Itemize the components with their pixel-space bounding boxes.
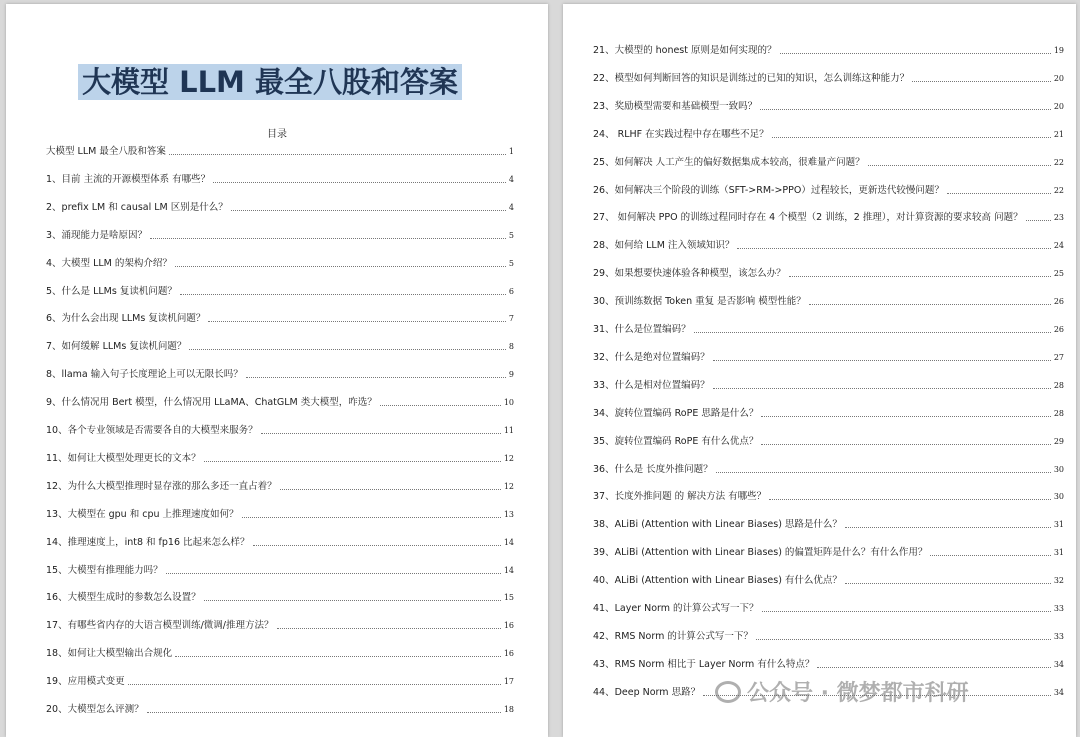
toc-dot-leader <box>380 405 501 406</box>
document-page-left <box>6 4 548 737</box>
toc-entry[interactable] <box>46 312 514 325</box>
toc-entry-title: 22、模型如何判断回答的知识是训练过的已知的知识，怎么训练这种能力？ <box>593 72 910 84</box>
toc-entry-title: 41、Layer Norm 的计算公式写一下？ <box>593 603 759 614</box>
toc-entry[interactable] <box>593 574 1064 587</box>
toc-entry-title: 33、什么是相对位置编码？ <box>593 379 710 391</box>
toc-dot-leader <box>242 517 501 518</box>
toc-entry-page-number: 1 <box>508 147 514 156</box>
toc-entry[interactable] <box>593 184 1064 197</box>
toc-entry-title: 18、如何让大模型输出合规化 <box>46 648 173 660</box>
toc-entry-title: 40、ALiBi (Attention with Linear Biases) 有什么优点？ <box>593 575 842 587</box>
toc-entry[interactable] <box>46 480 514 493</box>
toc-entry-title: 32、什么是绝对位置编码？ <box>593 351 710 363</box>
toc-entry-title: 25、如何解决 人工产生的偏好数据集成本较高，很难量产问题？ <box>593 156 865 168</box>
toc-dot-leader <box>261 433 501 434</box>
toc-entry[interactable] <box>46 145 514 158</box>
toc-entry-page-number: 31 <box>1053 548 1064 558</box>
toc-dot-leader <box>180 294 506 295</box>
toc-dot-leader <box>947 193 1051 194</box>
toc-entry-title: 34、旋转位置编码 RoPE 思路是什么？ <box>593 407 759 419</box>
toc-entry-page-number: 34 <box>1053 687 1064 697</box>
toc-entry-page-number: 12 <box>503 453 514 463</box>
toc-entry[interactable] <box>593 323 1064 336</box>
toc-dot-leader <box>213 182 506 183</box>
toc-entry-page-number: 20 <box>1053 73 1064 83</box>
toc-entry-title: 9、什么情况用 Bert 模型，什么情况用 LLaMA、ChatGLM 类大模型，咋选？ <box>46 397 377 409</box>
toc-entry-title: 30、预训练数据 Token 重复 是否影响 模型性能？ <box>593 296 806 308</box>
toc-entry-page-number: 25 <box>1053 269 1064 279</box>
toc-entry-page-number: 20 <box>1053 101 1064 111</box>
toc-entry-page-number: 7 <box>508 314 514 324</box>
toc-entry[interactable] <box>46 564 514 577</box>
toc-entry-page-number: 5 <box>508 230 514 240</box>
toc-entry-page-number: 12 <box>503 481 514 491</box>
toc-dot-leader <box>150 238 506 239</box>
toc-dot-leader <box>845 583 1051 584</box>
toc-entry-title: 8、llama 输入句子长度理论上可以无限长吗？ <box>46 369 243 381</box>
toc-entry-title: 12、为什么大模型推理时显存涨的那么多还一直占着？ <box>46 480 277 492</box>
toc-entry-title: 29、如果想要快速体验各种模型，该怎么办？ <box>593 268 786 280</box>
toc-entry-title: 17、有哪些省内存的大语言模型训练/微调/推理方法？ <box>46 620 274 632</box>
toc-entry-page-number: 24 <box>1053 241 1064 251</box>
watermark-text: 公众号 · 微梦都市科研 <box>747 681 969 706</box>
toc-entry-title: 24、 RLHF 在实践过程中存在哪些不足？ <box>593 128 769 140</box>
toc-entry-page-number: 16 <box>503 649 514 659</box>
toc-entry-title: 28、如何给 LLM 注入领域知识？ <box>593 240 735 252</box>
toc-entry[interactable] <box>593 658 1064 671</box>
toc-entry-page-number: 30 <box>1053 492 1064 502</box>
toc-dot-leader <box>208 321 506 322</box>
toc-entry-page-number: 22 <box>1053 185 1064 195</box>
toc-entry-page-number: 9 <box>508 370 514 380</box>
toc-entry-title: 6、为什么会出现 LLMs 复读机问题？ <box>46 313 206 325</box>
toc-entry-title: 大模型 LLM 最全八股和答案 <box>46 146 166 157</box>
toc-entry-title: 27、 如何解决 PPO 的训练过程同时存在 4 个模型（2 训练，2 推理），对计算资源的要求较高 问题？ <box>593 212 1023 224</box>
toc-entry[interactable] <box>593 44 1064 57</box>
toc-entry-page-number: 26 <box>1053 297 1064 307</box>
toc-entry-title: 42、RMS Norm 的计算公式写一下？ <box>593 630 753 642</box>
toc-entry[interactable] <box>46 285 514 298</box>
toc-entry-title: 31、什么是位置编码？ <box>593 324 691 335</box>
toc-entry-title: 44、Deep Norm 思路？ <box>593 686 701 698</box>
toc-entry-page-number: 33 <box>1053 631 1064 641</box>
toc-entry-page-number: 14 <box>503 565 514 575</box>
toc-entry-page-number: 11 <box>503 426 514 435</box>
toc-entry-title: 19、应用模式变更 <box>46 676 125 688</box>
toc-entry-page-number: 32 <box>1053 576 1064 586</box>
toc-dot-leader <box>169 154 506 155</box>
toc-entry-page-number: 26 <box>1053 325 1064 334</box>
toc-dot-leader <box>845 527 1051 528</box>
toc-entry[interactable] <box>46 173 514 186</box>
toc-dot-leader <box>756 639 1051 640</box>
toc-entry-title: 38、ALiBi (Attention with Linear Biases) 思路是什么？ <box>593 519 842 531</box>
toc-dot-leader <box>713 388 1051 389</box>
toc-entry-page-number: 27 <box>1053 352 1064 362</box>
toc-dot-leader <box>703 695 1051 696</box>
toc-heading: 目录 <box>267 129 287 140</box>
toc-entry-page-number: 15 <box>503 593 514 603</box>
toc-dot-leader <box>147 712 501 713</box>
toc-dot-leader <box>769 499 1051 500</box>
toc-entry[interactable] <box>593 602 1064 615</box>
toc-dot-leader <box>231 210 506 211</box>
toc-entry-page-number: 18 <box>503 705 514 714</box>
toc-entry-title: 21、大模型的 honest 原则是如何实现的？ <box>593 45 777 56</box>
toc-dot-leader <box>912 81 1051 82</box>
toc-entry[interactable] <box>46 452 514 465</box>
toc-entry-page-number: 10 <box>503 398 514 408</box>
toc-entry-title: 37、长度外推问题 的 解决方法 有哪些？ <box>593 491 767 503</box>
toc-entry-title: 16、大模型生成时的参数怎么设置？ <box>46 592 201 604</box>
toc-dot-leader <box>760 109 1051 110</box>
toc-entry-page-number: 23 <box>1053 213 1064 223</box>
toc-entry[interactable] <box>46 340 514 353</box>
toc-entry-title: 11、如何让大模型处理更长的文本？ <box>46 452 201 464</box>
toc-entry-title: 26、如何解决三个阶段的训练（SFT->RM->PPO）过程较长，更新迭代较慢问题？ <box>593 184 944 196</box>
toc-dot-leader <box>780 53 1051 54</box>
toc-entry-page-number: 21 <box>1053 129 1064 139</box>
toc-dot-leader <box>204 461 501 462</box>
toc-dot-leader <box>280 489 501 490</box>
toc-dot-leader <box>761 444 1050 445</box>
toc-dot-leader <box>166 573 501 574</box>
toc-dot-leader <box>189 349 506 350</box>
toc-entry-title: 1、目前 主流的开源模型体系 有哪些？ <box>46 173 211 185</box>
toc-entry[interactable] <box>593 463 1064 476</box>
toc-entry-page-number: 29 <box>1053 436 1064 446</box>
toc-entry[interactable] <box>46 368 514 381</box>
toc-entry-title: 3、涌现能力是啥原因？ <box>46 229 148 241</box>
toc-entry[interactable] <box>46 675 514 688</box>
toc-entry[interactable] <box>593 351 1064 364</box>
toc-dot-leader <box>277 628 501 629</box>
toc-entry-page-number: 19 <box>1053 46 1064 55</box>
document-title: 大模型 LLM 最全八股和答案 <box>78 64 462 100</box>
toc-dot-leader <box>789 276 1051 277</box>
toc-dot-leader <box>716 472 1051 473</box>
document-page-right <box>563 4 1076 737</box>
toc-entry[interactable] <box>593 490 1064 503</box>
toc-entry[interactable] <box>593 128 1064 141</box>
toc-dot-leader <box>246 377 506 378</box>
toc-entry-title: 39、ALiBi (Attention with Linear Biases) 的偏置矩阵是什么？有什么作用？ <box>593 547 928 559</box>
toc-entry-page-number: 33 <box>1053 604 1064 613</box>
toc-dot-leader <box>694 332 1051 333</box>
toc-entry-page-number: 28 <box>1053 380 1064 390</box>
toc-entry-page-number: 8 <box>508 342 514 352</box>
toc-entry-page-number: 4 <box>508 174 514 184</box>
toc-entry-page-number: 6 <box>508 286 514 296</box>
toc-dot-leader <box>772 137 1051 138</box>
toc-entry-page-number: 22 <box>1053 157 1064 167</box>
toc-entry-title: 5、什么是 LLMs 复读机问题？ <box>46 285 177 297</box>
toc-entry-page-number: 14 <box>503 537 514 547</box>
toc-entry[interactable] <box>593 100 1064 113</box>
toc-entry[interactable] <box>46 703 514 716</box>
toc-dot-leader <box>175 266 506 267</box>
toc-entry-title: 35、旋转位置编码 RoPE 有什么优点？ <box>593 435 759 447</box>
toc-entry[interactable] <box>593 267 1064 280</box>
toc-entry[interactable] <box>593 379 1064 392</box>
toc-dot-leader <box>175 656 501 657</box>
toc-entry[interactable] <box>46 508 514 521</box>
toc-entry-page-number: 5 <box>508 258 514 268</box>
toc-entry[interactable] <box>593 546 1064 559</box>
toc-entry-page-number: 17 <box>503 677 514 687</box>
toc-entry[interactable] <box>46 396 514 409</box>
toc-entry[interactable] <box>593 518 1064 531</box>
toc-entry[interactable] <box>46 647 514 660</box>
toc-entry-title: 15、大模型有推理能力吗？ <box>46 564 163 576</box>
toc-entry-title: 7、如何缓解 LLMs 复读机问题？ <box>46 341 187 353</box>
toc-entry-title: 43、RMS Norm 相比于 Layer Norm 有什么特点？ <box>593 658 815 670</box>
toc-dot-leader <box>204 600 501 601</box>
toc-entry-title: 13、大模型在 gpu 和 cpu 上推理速度如何？ <box>46 508 239 520</box>
toc-entry[interactable] <box>593 156 1064 169</box>
toc-entry[interactable] <box>593 435 1064 448</box>
toc-entry-page-number: 4 <box>508 202 514 212</box>
toc-entry-title: 20、大模型怎么评测？ <box>46 704 144 715</box>
toc-entry[interactable] <box>593 72 1064 85</box>
toc-entry-page-number: 13 <box>503 509 514 519</box>
toc-entry-title: 4、大模型 LLM 的架构介绍？ <box>46 257 172 269</box>
toc-entry-page-number: 31 <box>1053 520 1064 530</box>
toc-entry[interactable] <box>46 591 514 604</box>
toc-entry-title: 36、什么是 长度外推问题？ <box>593 463 713 475</box>
toc-entry[interactable] <box>593 686 1064 699</box>
toc-entry[interactable] <box>593 239 1064 252</box>
toc-entry[interactable] <box>46 619 514 632</box>
toc-dot-leader <box>809 304 1051 305</box>
toc-entry[interactable] <box>46 424 514 437</box>
toc-entry-page-number: 30 <box>1053 464 1064 474</box>
toc-entry[interactable] <box>46 201 514 214</box>
toc-dot-leader <box>253 545 501 546</box>
toc-entry-title: 2、prefix LM 和 causal LM 区别是什么？ <box>46 201 228 213</box>
toc-entry-title: 14、推理速度上，int8 和 fp16 比起来怎么样？ <box>46 536 250 548</box>
toc-entry-title: 23、奖励模型需要和基础模型一致吗？ <box>593 100 758 112</box>
toc-entry-title: 10、各个专业领域是否需要各自的大模型来服务？ <box>46 425 258 436</box>
toc-entry[interactable] <box>46 536 514 549</box>
toc-entry-page-number: 28 <box>1053 408 1064 418</box>
toc-entry-page-number: 34 <box>1053 659 1064 669</box>
toc-dot-leader <box>817 667 1050 668</box>
toc-entry-page-number: 16 <box>503 621 514 631</box>
toc-dot-leader <box>930 555 1050 556</box>
toc-dot-leader <box>762 611 1051 612</box>
toc-dot-leader <box>737 248 1050 249</box>
toc-entry[interactable] <box>593 630 1064 643</box>
toc-dot-leader <box>1026 220 1051 221</box>
toc-dot-leader <box>128 684 501 685</box>
toc-entry[interactable] <box>593 407 1064 420</box>
toc-entry[interactable] <box>46 229 514 242</box>
toc-dot-leader <box>761 416 1050 417</box>
toc-entry[interactable] <box>593 211 1064 224</box>
toc-entry[interactable] <box>593 295 1064 308</box>
toc-dot-leader <box>868 165 1051 166</box>
toc-entry[interactable] <box>46 257 514 270</box>
toc-dot-leader <box>713 360 1051 361</box>
